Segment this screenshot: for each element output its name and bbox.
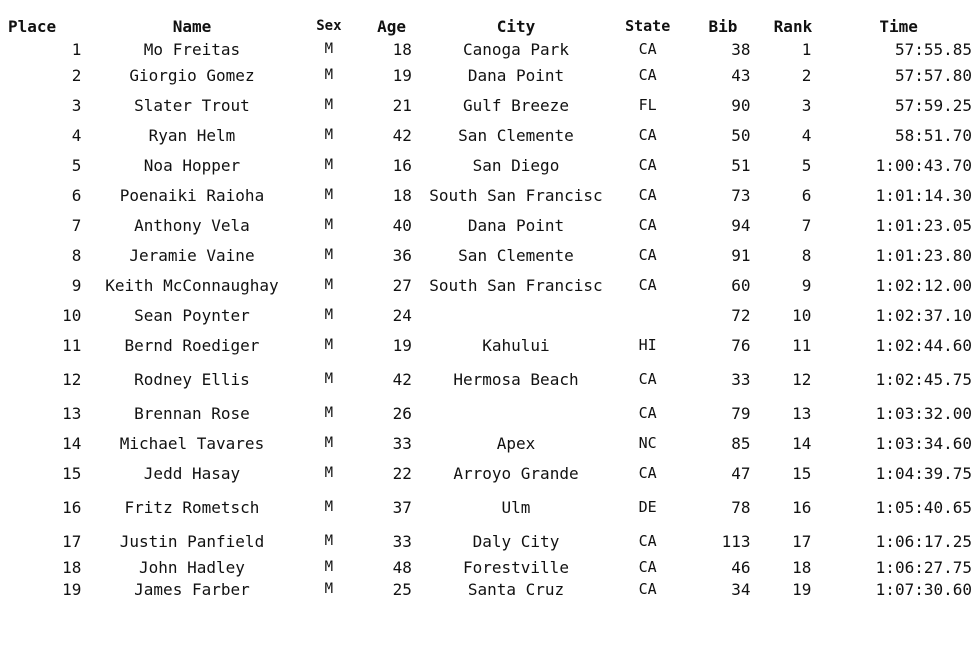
cell-rank: 3 bbox=[801, 95, 812, 115]
cell-rank: 8 bbox=[801, 245, 812, 265]
cell-sex: M bbox=[324, 126, 334, 143]
cell-sex: M bbox=[324, 40, 334, 57]
cell-name: Anthony Vela bbox=[134, 215, 250, 235]
cell-city: Gulf Breeze bbox=[462, 95, 569, 115]
cell-sex: M bbox=[324, 532, 334, 549]
table-row bbox=[8, 150, 978, 180]
cell-name: Jeramie Vaine bbox=[129, 245, 255, 265]
cell-bib: 60 bbox=[731, 275, 751, 295]
cell-place: 19 bbox=[62, 579, 82, 599]
cell-name: Slater Trout bbox=[134, 95, 250, 115]
cell-time: 1:02:45.75 bbox=[875, 369, 972, 389]
cell-place: 9 bbox=[71, 275, 82, 295]
cell-sex: M bbox=[324, 306, 334, 323]
table-row bbox=[8, 210, 978, 240]
cell-time: 1:03:34.60 bbox=[875, 433, 972, 453]
cell-rank: 6 bbox=[801, 185, 812, 205]
cell-age: 18 bbox=[392, 39, 412, 59]
cell-bib: 85 bbox=[731, 433, 751, 453]
cell-name: Sean Poynter bbox=[134, 305, 250, 325]
cell-sex: M bbox=[324, 336, 334, 353]
cell-rank: 13 bbox=[792, 403, 812, 423]
cell-name: Bernd Roediger bbox=[124, 335, 260, 355]
cell-age: 40 bbox=[392, 215, 412, 235]
cell-rank: 18 bbox=[792, 557, 812, 577]
table-row bbox=[8, 526, 978, 556]
cell-age: 27 bbox=[392, 275, 412, 295]
cell-state: CA bbox=[638, 403, 657, 422]
cell-rank: 17 bbox=[792, 531, 812, 551]
cell-bib: 91 bbox=[731, 245, 751, 265]
table-row bbox=[8, 398, 978, 428]
cell-place: 2 bbox=[71, 65, 82, 85]
results-table bbox=[8, 14, 978, 600]
cell-place: 16 bbox=[62, 497, 82, 517]
cell-state: CA bbox=[638, 185, 657, 204]
cell-rank: 2 bbox=[801, 65, 812, 85]
cell-state: CA bbox=[638, 463, 657, 482]
cell-rank: 14 bbox=[792, 433, 812, 453]
cell-bib: 34 bbox=[731, 579, 751, 599]
cell-city: South San Francisc bbox=[429, 275, 603, 295]
cell-time: 1:02:44.60 bbox=[875, 335, 972, 355]
cell-sex: M bbox=[324, 558, 334, 575]
cell-time: 57:59.25 bbox=[894, 95, 972, 115]
cell-rank: 1 bbox=[801, 39, 812, 59]
cell-state: CA bbox=[638, 579, 657, 598]
cell-city: Arroyo Grande bbox=[453, 463, 579, 483]
cell-city: Santa Cruz bbox=[467, 579, 565, 599]
cell-age: 42 bbox=[392, 125, 412, 145]
cell-state: CA bbox=[638, 215, 657, 234]
cell-time: 57:57.80 bbox=[894, 65, 972, 85]
table-row bbox=[8, 60, 978, 90]
cell-sex: M bbox=[324, 216, 334, 233]
cell-city: Dana Point bbox=[467, 65, 565, 85]
cell-age: 19 bbox=[392, 65, 412, 85]
cell-sex: M bbox=[324, 434, 334, 451]
cell-place: 17 bbox=[62, 531, 82, 551]
cell-state: CA bbox=[638, 39, 657, 58]
cell-place: 1 bbox=[71, 39, 82, 59]
cell-state: FL bbox=[638, 95, 657, 114]
cell-age: 25 bbox=[392, 579, 412, 599]
table-row bbox=[8, 180, 978, 210]
cell-place: 5 bbox=[71, 155, 82, 175]
cell-place: 3 bbox=[71, 95, 82, 115]
cell-rank: 10 bbox=[792, 305, 812, 325]
cell-name: Jedd Hasay bbox=[143, 463, 241, 483]
cell-state: CA bbox=[638, 369, 657, 388]
table-row bbox=[8, 38, 978, 60]
cell-bib: 113 bbox=[721, 531, 751, 551]
cell-place: 15 bbox=[62, 463, 82, 483]
cell-sex: M bbox=[324, 370, 334, 387]
cell-bib: 72 bbox=[731, 305, 751, 325]
cell-city: San Clemente bbox=[458, 245, 574, 265]
cell-sex: M bbox=[324, 498, 334, 515]
cell-time: 1:02:12.00 bbox=[875, 275, 972, 295]
table-row bbox=[8, 578, 978, 600]
cell-age: 19 bbox=[392, 335, 412, 355]
cell-rank: 12 bbox=[792, 369, 812, 389]
cell-place: 6 bbox=[71, 185, 82, 205]
cell-city: San Diego bbox=[472, 155, 560, 175]
cell-state: CA bbox=[638, 275, 657, 294]
cell-age: 33 bbox=[392, 531, 412, 551]
header-sex: Sex bbox=[316, 17, 342, 34]
cell-sex: M bbox=[324, 246, 334, 263]
cell-bib: 43 bbox=[731, 65, 751, 85]
cell-name: Keith McConnaughay bbox=[105, 275, 279, 295]
cell-time: 1:06:27.75 bbox=[875, 557, 972, 577]
cell-rank: 7 bbox=[801, 215, 812, 235]
cell-age: 37 bbox=[392, 497, 412, 517]
cell-age: 48 bbox=[392, 557, 412, 577]
cell-city: Dana Point bbox=[467, 215, 565, 235]
cell-time: 1:00:43.70 bbox=[875, 155, 972, 175]
cell-time: 58:51.70 bbox=[894, 125, 972, 145]
cell-age: 42 bbox=[392, 369, 412, 389]
cell-rank: 9 bbox=[801, 275, 812, 295]
cell-bib: 38 bbox=[731, 39, 751, 59]
cell-name: Fritz Rometsch bbox=[124, 497, 260, 517]
cell-bib: 46 bbox=[731, 557, 751, 577]
header-row bbox=[8, 14, 978, 38]
cell-sex: M bbox=[324, 156, 334, 173]
header-age: Age bbox=[377, 16, 407, 36]
cell-bib: 78 bbox=[731, 497, 751, 517]
header-city: City bbox=[496, 16, 536, 36]
cell-name: Mo Freitas bbox=[143, 39, 241, 59]
table-row bbox=[8, 458, 978, 488]
cell-city: Hermosa Beach bbox=[453, 369, 579, 389]
cell-bib: 94 bbox=[731, 215, 751, 235]
cell-age: 21 bbox=[392, 95, 412, 115]
header-rank: Rank bbox=[773, 16, 813, 36]
cell-rank: 11 bbox=[792, 335, 812, 355]
cell-city: South San Francisc bbox=[429, 185, 603, 205]
cell-state: CA bbox=[638, 531, 657, 550]
cell-name: John Hadley bbox=[138, 557, 245, 577]
cell-sex: M bbox=[324, 96, 334, 113]
cell-time: 1:01:23.80 bbox=[875, 245, 972, 265]
cell-time: 1:06:17.25 bbox=[875, 531, 972, 551]
cell-state: CA bbox=[638, 557, 657, 576]
cell-state bbox=[610, 300, 685, 330]
cell-city: Forestville bbox=[462, 557, 569, 577]
cell-time: 57:55.85 bbox=[894, 39, 972, 59]
table-row bbox=[8, 330, 978, 360]
cell-bib: 79 bbox=[731, 403, 751, 423]
cell-name: Noa Hopper bbox=[143, 155, 241, 175]
cell-bib: 51 bbox=[731, 155, 751, 175]
cell-place: 13 bbox=[62, 403, 82, 423]
header-place: Place bbox=[8, 16, 57, 36]
cell-place: 7 bbox=[71, 215, 82, 235]
cell-state: CA bbox=[638, 65, 657, 84]
table-row bbox=[8, 428, 978, 458]
cell-time: 1:02:37.10 bbox=[875, 305, 972, 325]
cell-rank: 15 bbox=[792, 463, 812, 483]
cell-city: Ulm bbox=[501, 497, 531, 517]
cell-sex: M bbox=[324, 404, 334, 421]
cell-state: DE bbox=[638, 497, 657, 516]
cell-name: Poenaiki Raioha bbox=[119, 185, 265, 205]
cell-name: Justin Panfield bbox=[119, 531, 265, 551]
cell-city: Kahului bbox=[482, 335, 550, 355]
table-row bbox=[8, 360, 978, 398]
cell-name: Giorgio Gomez bbox=[129, 65, 255, 85]
cell-sex: M bbox=[324, 464, 334, 481]
cell-bib: 90 bbox=[731, 95, 751, 115]
cell-rank: 4 bbox=[801, 125, 812, 145]
cell-city: San Clemente bbox=[458, 125, 574, 145]
header-state: State bbox=[625, 16, 671, 35]
cell-name: Brennan Rose bbox=[134, 403, 250, 423]
table-row bbox=[8, 270, 978, 300]
cell-city: Daly City bbox=[472, 531, 560, 551]
cell-sex: M bbox=[324, 276, 334, 293]
cell-age: 16 bbox=[392, 155, 412, 175]
table-header bbox=[8, 14, 978, 38]
cell-sex: M bbox=[324, 66, 334, 83]
cell-bib: 47 bbox=[731, 463, 751, 483]
cell-city: Apex bbox=[496, 433, 536, 453]
cell-name: James Farber bbox=[134, 579, 250, 599]
cell-state: CA bbox=[638, 155, 657, 174]
cell-sex: M bbox=[324, 186, 334, 203]
table-body bbox=[8, 38, 978, 600]
cell-time: 1:01:23.05 bbox=[875, 215, 972, 235]
cell-bib: 73 bbox=[731, 185, 751, 205]
cell-place: 4 bbox=[71, 125, 82, 145]
cell-age: 22 bbox=[392, 463, 412, 483]
cell-place: 11 bbox=[62, 335, 82, 355]
cell-age: 24 bbox=[392, 305, 412, 325]
cell-city bbox=[422, 300, 610, 330]
cell-place: 14 bbox=[62, 433, 82, 453]
cell-time: 1:03:32.00 bbox=[875, 403, 972, 423]
table-row bbox=[8, 556, 978, 578]
header-time: Time bbox=[879, 16, 918, 36]
cell-place: 10 bbox=[62, 305, 82, 325]
cell-name: Rodney Ellis bbox=[134, 369, 250, 389]
cell-sex: M bbox=[324, 580, 334, 597]
cell-bib: 50 bbox=[731, 125, 751, 145]
table-row bbox=[8, 300, 978, 330]
cell-place: 18 bbox=[62, 557, 82, 577]
cell-rank: 16 bbox=[792, 497, 812, 517]
cell-state: CA bbox=[638, 125, 657, 144]
cell-place: 8 bbox=[71, 245, 82, 265]
cell-age: 36 bbox=[392, 245, 412, 265]
header-name: Name bbox=[172, 16, 212, 36]
cell-state: NC bbox=[638, 433, 657, 452]
cell-age: 26 bbox=[392, 403, 412, 423]
cell-state: CA bbox=[638, 245, 657, 264]
cell-age: 18 bbox=[392, 185, 412, 205]
cell-place: 12 bbox=[62, 369, 82, 389]
table-row bbox=[8, 120, 978, 150]
cell-city bbox=[422, 398, 610, 428]
cell-time: 1:04:39.75 bbox=[875, 463, 972, 483]
cell-name: Michael Tavares bbox=[119, 433, 265, 453]
cell-time: 1:01:14.30 bbox=[875, 185, 972, 205]
cell-city: Canoga Park bbox=[462, 39, 569, 59]
cell-name: Ryan Helm bbox=[148, 125, 236, 145]
header-bib: Bib bbox=[708, 16, 738, 36]
cell-bib: 33 bbox=[731, 369, 751, 389]
cell-age: 33 bbox=[392, 433, 412, 453]
table-row bbox=[8, 240, 978, 270]
cell-rank: 19 bbox=[792, 579, 812, 599]
table-row bbox=[8, 90, 978, 120]
cell-rank: 5 bbox=[801, 155, 812, 175]
cell-time: 1:05:40.65 bbox=[875, 497, 972, 517]
cell-time: 1:07:30.60 bbox=[875, 579, 972, 599]
cell-state: HI bbox=[638, 335, 657, 354]
cell-bib: 76 bbox=[731, 335, 751, 355]
table-row bbox=[8, 488, 978, 526]
